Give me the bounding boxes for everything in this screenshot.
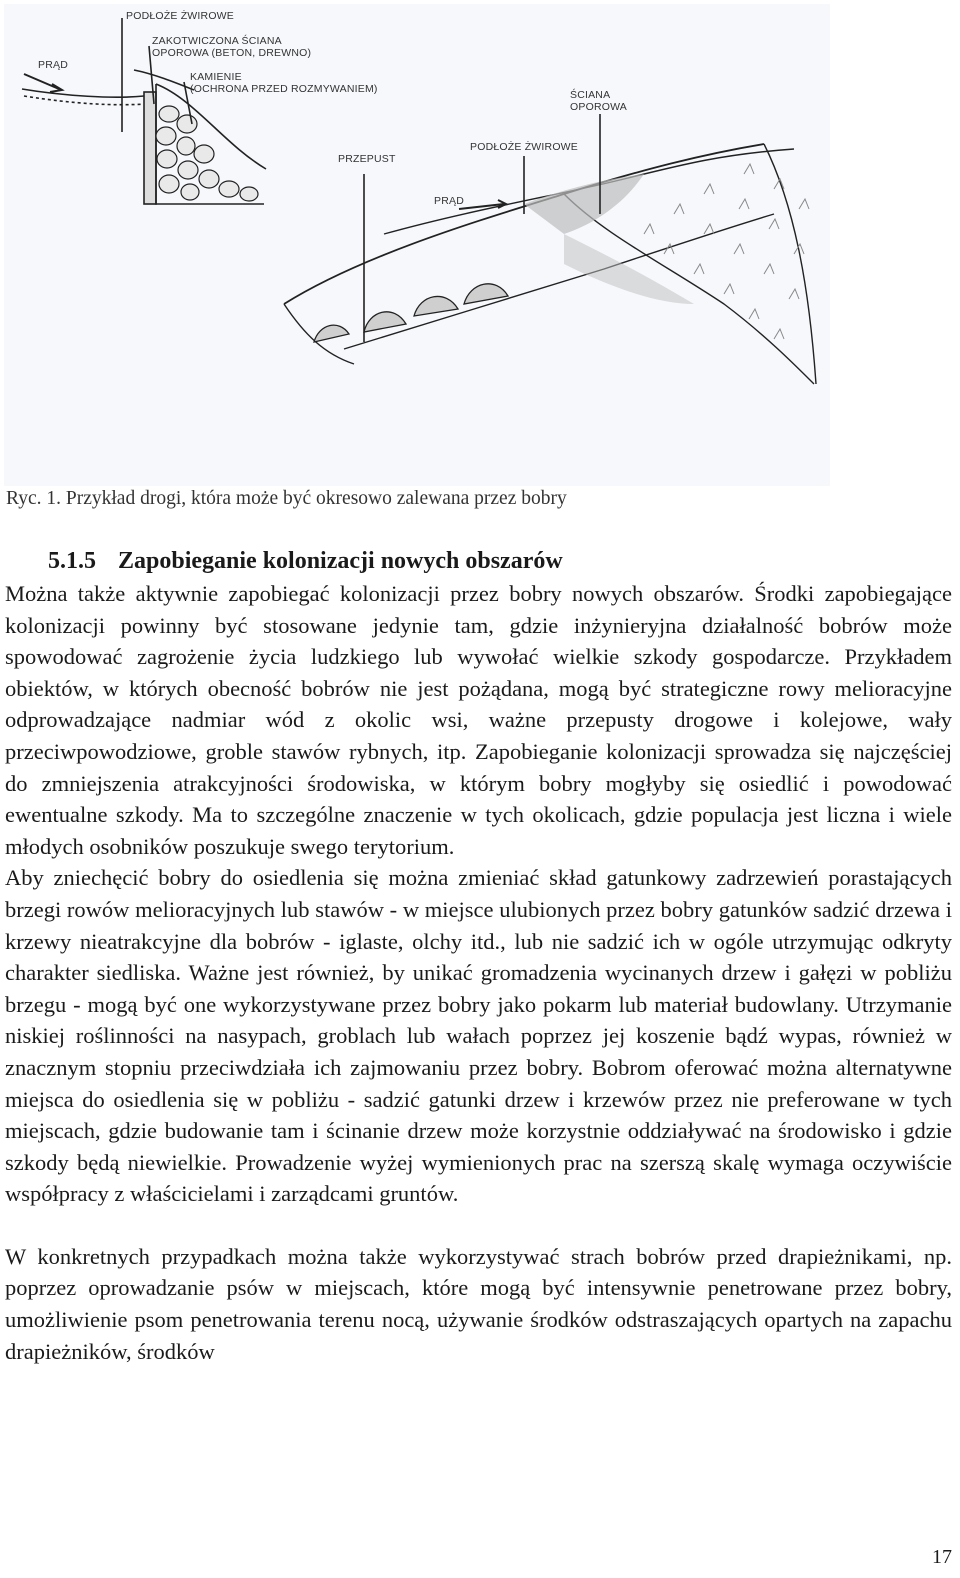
label-retaining-wall-1: ŚCIANA	[570, 89, 611, 101]
vegetation-hatching	[644, 164, 809, 339]
paragraph-3: W konkretnych przypadkach można także wykorzystywać strach bobrów przed drapieżnikami, np. poprzez oprowadzanie psów w miejscach, które mogą być intensywnie penetrowane przez bobry, umożliwienie psom penetrowania terenu nocą, używanie środków odstraszających opartych na zapachu drapieżników, środków	[5, 1243, 952, 1364]
figure-caption: Ryc. 1. Przykład drogi, która może być okresowo zalewana przez bobry	[6, 488, 567, 509]
label-anchored-wall-1: ZAKOTWICZONA ŚCIANA	[152, 35, 282, 47]
road-culvert-figure	[4, 4, 830, 486]
label-stones-1: KAMIENIE	[190, 71, 242, 83]
paragraph-2: Aby zniechęcić bobry do osiedlenia się można zmieniać skład gatunkowy zadrzewień porastających brzegi rowów melioracyjnych lub stawów - w miejsce ulubionych przez bobry gatunków sadzić drzewa i krzewy nieatrakcyjne dla bobrów - iglaste, olchy itd., lub nie sadzić ich w ogóle utrzymując odkryty charakter siedliska. Ważne jest również, by unikać gromadzenia wycinanych drzew i gałęzi w pobliżu brzegu - mogą być one wykorzystywane przez bobry jako pokarm lub materiał budowlany. Utrzymanie niskiej roślinności na nasypach, groblach lub wałach poprzez jej koszenie bądź wypas, również w znacznym stopniu przeciwdziała ich zajmowaniu przez bobry. Bobrom oferować można alternatywne miejsca do osiedlenia się w pobliżu - sadzić gatunki drzew i krzewów przez nie preferowane w tych miejscach, gdzie budowanie tam i ścinanie drzew może korzystnie oddziaływać na środowisko i gdzie szkody będą niewielkie. Prowadzenie wyżej wymienionych prac na szerszą skalę wymaga oczywiście współpracy z właścicielami i zarządcami gruntów.	[5, 865, 952, 1207]
page-number: 17	[932, 1546, 952, 1568]
label-gravel-mid: PODŁOŻE ŻWIROWE	[470, 141, 578, 153]
label-culvert: PRZEPUST	[338, 153, 396, 165]
label-gravel-top: PODŁOŻE ŻWIROWE	[126, 10, 234, 22]
label-stones-2: (OCHRONA PRZED ROZMYWANIEM)	[190, 83, 378, 95]
section-number: 5.1.5	[48, 548, 96, 574]
label-retaining-wall-2: OPOROWA	[570, 101, 628, 113]
section-heading	[48, 548, 563, 575]
paragraph-1: Można także aktywnie zapobiegać kolonizacji przez bobry nowych obszarów. Środki zapobiegające kolonizacji powinny być stosowane jedynie tam, gdzie inżynieryjna działalność bobrów może spowodować zagrożenie życia ludzkiego lub wywołać wielkie szkody gospodarcze. Przykładem obiektów, w których obecność bobrów nie jest pożądana, mogą być strategiczne rowy melioracyjne odprowadzające nadmiar wód z okolic wsi, ważne przepusty drogowe i kolejowe, wały przeciwpowodziowe, groble stawów rybnych, itp. Zapobieganie kolonizacji sprowadza się najczęściej do zmniejszenia atrakcyjności środowiska, w którym bobry mogłyby się osiedlić i powodować ewentualne szkody. Ma to szczególne znaczenie w tych okolicach, gdzie populacja jest liczna i wiele młodych osobników poszukuje swego terytorium.	[5, 581, 952, 859]
label-anchored-wall-2: OPOROWA (BETON, DREWNO)	[152, 47, 312, 59]
label-current-mid: PRĄD	[434, 195, 464, 207]
label-current-left: PRĄD	[38, 59, 68, 71]
section-title: Zapobieganie kolonizacji nowych obszarów	[118, 548, 563, 574]
body-text	[5, 578, 952, 1367]
